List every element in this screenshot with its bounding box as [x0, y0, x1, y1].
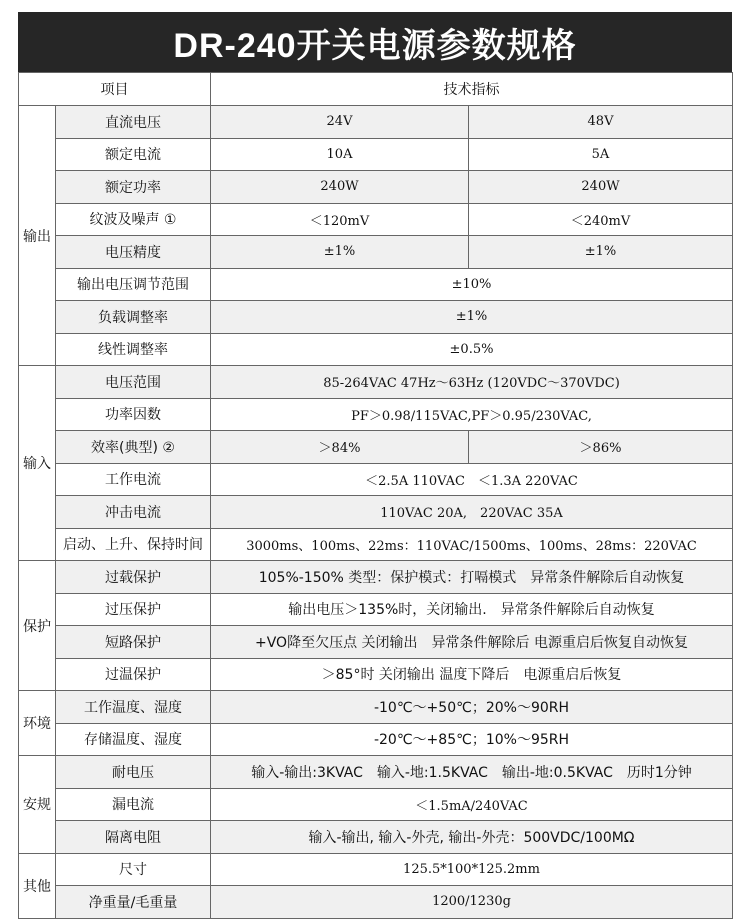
row-label: 直流电压: [56, 106, 211, 139]
row-value: 10A: [211, 138, 469, 171]
row-value: 85-264VAC 47Hz～63Hz (120VDC～370VDC): [211, 366, 733, 399]
row-label: 漏电流: [56, 788, 211, 821]
row-label: 隔离电阻: [56, 821, 211, 854]
row-label: 工作温度、湿度: [56, 691, 211, 724]
row-label: 输出电压调节范围: [56, 268, 211, 301]
row-label: 效率(典型) ②: [56, 431, 211, 464]
category-output: 输出: [19, 106, 56, 366]
page-title: DR-240开关电源参数规格: [18, 12, 732, 72]
spec-table: [18, 72, 733, 919]
category-protection: 保护: [19, 561, 56, 691]
header-item: 项目: [19, 73, 211, 106]
row-value: 输入-输出:3KVAC 输入-地:1.5KVAC 输出-地:0.5KVAC 历时1分钟: [211, 756, 733, 789]
table-row: [19, 528, 733, 561]
table-row: [19, 561, 733, 594]
row-value: ＞85°时 关闭输出 温度下降后 电源重启后恢复: [211, 658, 733, 691]
category-input: 输入: [19, 366, 56, 561]
row-label: 功率因数: [56, 398, 211, 431]
row-value: ±1%: [469, 236, 733, 269]
row-value: ＜2.5A 110VAC ＜1.3A 220VAC: [211, 463, 733, 496]
row-value: -20℃～+85℃；10%～95RH: [211, 723, 733, 756]
row-value: 24V: [211, 106, 469, 139]
table-row: [19, 268, 733, 301]
row-label: 额定功率: [56, 171, 211, 204]
table-row: [19, 463, 733, 496]
row-value: ±10%: [211, 268, 733, 301]
table-row: [19, 626, 733, 659]
table-row: [19, 496, 733, 529]
row-value: 110VAC 20A, 220VAC 35A: [211, 496, 733, 529]
row-value: -10℃～+50℃；20%～90RH: [211, 691, 733, 724]
table-row: [19, 138, 733, 171]
row-label: 过载保护: [56, 561, 211, 594]
row-label: 冲击电流: [56, 496, 211, 529]
row-value: ±1%: [211, 236, 469, 269]
row-value: 输入-输出, 输入-外壳, 输出-外壳：500VDC/100MΩ: [211, 821, 733, 854]
row-value: ＜1.5mA/240VAC: [211, 788, 733, 821]
table-row: [19, 431, 733, 464]
row-value: 125.5*100*125.2mm: [211, 853, 733, 886]
row-label: 工作电流: [56, 463, 211, 496]
category-environment: 环境: [19, 691, 56, 756]
table-row: [19, 398, 733, 431]
row-label: 启动、上升、保持时间: [56, 528, 211, 561]
row-label: 尺寸: [56, 853, 211, 886]
row-label: 额定电流: [56, 138, 211, 171]
row-value: ＞86%: [469, 431, 733, 464]
row-value: +VO降至欠压点 关闭输出 异常条件解除后 电源重启后恢复自动恢复: [211, 626, 733, 659]
row-label: 电压范围: [56, 366, 211, 399]
row-label: 电压精度: [56, 236, 211, 269]
table-row: [19, 658, 733, 691]
header-spec: 技术指标: [211, 73, 733, 106]
row-label: 过温保护: [56, 658, 211, 691]
category-safety: 安规: [19, 756, 56, 854]
row-label: 耐电压: [56, 756, 211, 789]
table-row: [19, 691, 733, 724]
table-row: [19, 593, 733, 626]
row-label: 负载调整率: [56, 301, 211, 334]
row-value: 240W: [211, 171, 469, 204]
row-label: 存储温度、湿度: [56, 723, 211, 756]
row-value: ±0.5%: [211, 333, 733, 366]
row-label: 线性调整率: [56, 333, 211, 366]
table-row: [19, 203, 733, 236]
row-value: ＜240mV: [469, 203, 733, 236]
row-value: ±1%: [211, 301, 733, 334]
row-value: 48V: [469, 106, 733, 139]
table-row: [19, 333, 733, 366]
table-row: [19, 366, 733, 399]
row-value: 3000ms、100ms、22ms：110VAC/1500ms、100ms、28ms：220VAC: [211, 528, 733, 561]
table-header-row: [19, 73, 733, 106]
row-label: 短路保护: [56, 626, 211, 659]
row-value: ＜120mV: [211, 203, 469, 236]
table-row: [19, 301, 733, 334]
table-row: [19, 886, 733, 919]
category-other: 其他: [19, 853, 56, 918]
table-row: [19, 756, 733, 789]
table-row: [19, 236, 733, 269]
row-value: 240W: [469, 171, 733, 204]
row-value: ＞84%: [211, 431, 469, 464]
row-value: PF＞0.98/115VAC,PF＞0.95/230VAC,: [211, 398, 733, 431]
spec-sheet: [18, 12, 732, 919]
row-label: 净重量/毛重量: [56, 886, 211, 919]
table-row: [19, 171, 733, 204]
table-row: [19, 723, 733, 756]
table-row: [19, 853, 733, 886]
row-value: 105%-150% 类型：保护模式：打嗝模式 异常条件解除后自动恢复: [211, 561, 733, 594]
row-label: 过压保护: [56, 593, 211, 626]
table-row: [19, 821, 733, 854]
row-value: 输出电压＞135%时，关闭输出. 异常条件解除后自动恢复: [211, 593, 733, 626]
row-value: 1200/1230g: [211, 886, 733, 919]
row-value: 5A: [469, 138, 733, 171]
table-row: [19, 106, 733, 139]
table-row: [19, 788, 733, 821]
row-label: 纹波及噪声 ①: [56, 203, 211, 236]
